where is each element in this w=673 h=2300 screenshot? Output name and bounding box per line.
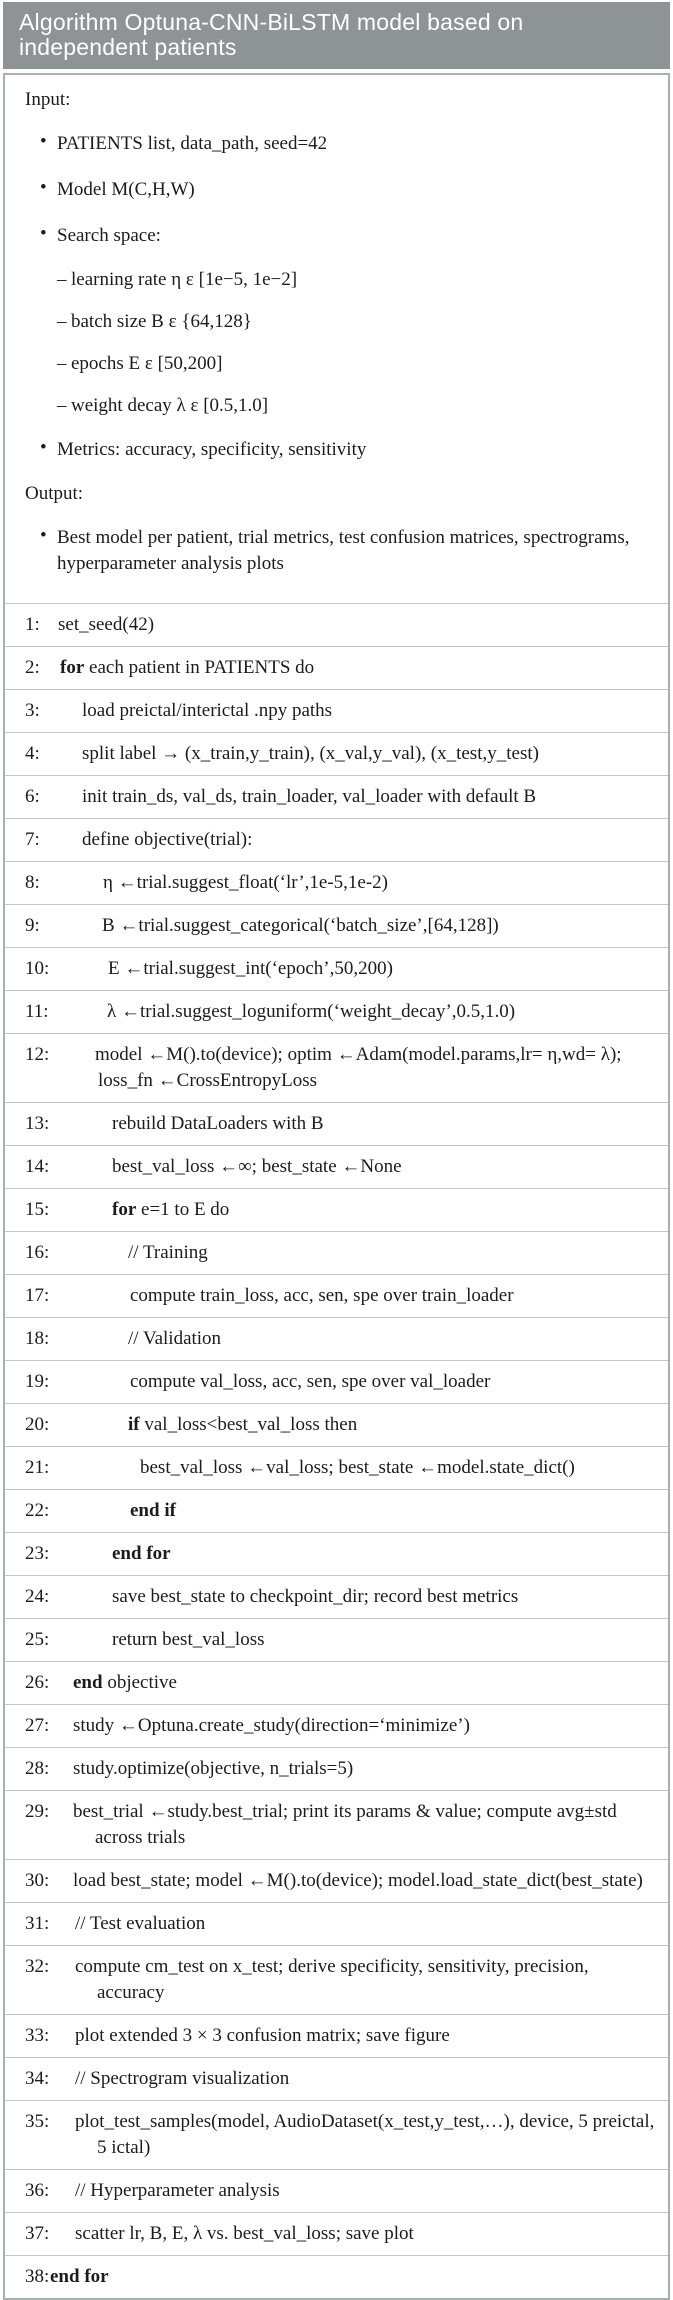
algo-line: [5, 776, 668, 819]
algo-line: [5, 1103, 668, 1146]
line-number: 9:: [25, 915, 40, 936]
bullet-marker: •: [40, 223, 47, 244]
dash-marker: –: [57, 269, 67, 290]
algo-line: [5, 1189, 668, 1232]
algo-line: [5, 2015, 668, 2058]
output-label: Output:: [25, 483, 84, 504]
input-label: Input:: [25, 89, 71, 110]
line-number: 22:: [25, 1500, 50, 1521]
line-text: compute cm_test on x_test; derive specificity, sensitivity, precision, accuracy: [75, 1956, 589, 2003]
algo-line: [5, 1946, 668, 2015]
line-number: 32:: [25, 1956, 50, 1977]
line-text: for each patient in PATIENTS do: [60, 657, 315, 678]
line-number: 15:: [25, 1199, 50, 1220]
algo-line: [5, 2256, 668, 2298]
line-number: 20:: [25, 1414, 50, 1435]
algo-line: [5, 690, 668, 733]
line-text: λ ←trial.suggest_loguniform(‘weight_decay’,0.5,1.0): [107, 1001, 516, 1022]
line-number: 7:: [25, 829, 40, 850]
dash-marker: –: [57, 395, 67, 416]
line-text: study ←Optuna.create_study(direction=‘minimize’): [73, 1715, 470, 1736]
algorithm-body: [3, 73, 670, 2300]
algo-line: [5, 1232, 668, 1275]
line-text: B ←trial.suggest_categorical(‘batch_size’,[64,128]): [102, 915, 499, 936]
input-list: [5, 131, 658, 463]
io-item-text: Best model per patient, trial metrics, test confusion matrices, spectrograms, hyperparameter analysis plots: [57, 527, 630, 574]
dash-marker: –: [57, 311, 67, 332]
dash-marker: –: [57, 353, 67, 374]
algo-line: [5, 1576, 668, 1619]
line-text: // Hyperparameter analysis: [75, 2180, 280, 2201]
algo-line: [5, 2170, 668, 2213]
line-text: plot extended 3 × 3 confusion matrix; save figure: [75, 2025, 450, 2046]
line-number: 16:: [25, 1242, 50, 1263]
algo-line: [5, 2058, 668, 2101]
io-item-text: Search space:: [57, 225, 161, 246]
line-text: load best_state; model ←M().to(device); model.load_state_dict(best_state): [73, 1870, 643, 1891]
line-text: init train_ds, val_ds, train_loader, val_loader with default B: [82, 786, 537, 807]
line-number: 26:: [25, 1672, 50, 1693]
line-number: 14:: [25, 1156, 50, 1177]
algo-line: [5, 1662, 668, 1705]
algo-line: [5, 1860, 668, 1903]
bullet-marker: •: [40, 437, 47, 458]
line-number: 17:: [25, 1285, 50, 1306]
line-number: 12:: [25, 1044, 50, 1065]
line-text: if val_loss<best_val_loss then: [128, 1414, 358, 1435]
bullet-marker: •: [40, 177, 47, 198]
io-item-text: Metrics: accuracy, specificity, sensitivity: [57, 439, 367, 460]
line-number: 27:: [25, 1715, 50, 1736]
io-item-text: batch size B ε {64,128}: [71, 311, 252, 332]
line-number: 34:: [25, 2068, 50, 2089]
line-text: // Spectrogram visualization: [75, 2068, 290, 2089]
io-item: [5, 525, 658, 577]
line-text: study.optimize(objective, n_trials=5): [73, 1758, 354, 1779]
bullet-marker: •: [40, 525, 47, 546]
line-number: 28:: [25, 1758, 50, 1779]
line-text: set_seed(42): [58, 614, 155, 635]
line-text: end if: [130, 1500, 176, 1521]
io-item: [5, 223, 658, 249]
line-text: // Training: [128, 1242, 208, 1263]
algo-line: [5, 1791, 668, 1860]
io-item: [5, 131, 658, 157]
io-section: [5, 75, 668, 603]
algo-line: [5, 733, 668, 776]
line-number: 30:: [25, 1870, 50, 1891]
line-number: 13:: [25, 1113, 50, 1134]
line-number: 24:: [25, 1586, 50, 1607]
line-number: 36:: [25, 2180, 50, 2201]
algo-line: [5, 1748, 668, 1791]
line-number: 21:: [25, 1457, 50, 1478]
line-number: 1:: [25, 614, 40, 635]
algo-line: [5, 1447, 668, 1490]
line-text: end for: [112, 1543, 171, 1564]
line-text: define objective(trial):: [82, 829, 253, 850]
algo-line: [5, 1533, 668, 1576]
io-item: [5, 269, 658, 291]
line-text: save best_state to checkpoint_dir; record best metrics: [112, 1586, 519, 1607]
io-item-text: PATIENTS list, data_path, seed=42: [57, 133, 328, 154]
algo-line: [5, 1318, 668, 1361]
io-item-text: weight decay λ ε [0.5,1.0]: [71, 395, 269, 416]
io-item-text: Model M(C,H,W): [57, 179, 195, 200]
line-text: // Test evaluation: [75, 1913, 206, 1934]
algo-line: [5, 1275, 668, 1318]
line-number: 29:: [25, 1801, 50, 1822]
line-text: plot_test_samples(model, AudioDataset(x_test,y_test,…), device, 5 preictal, 5 ictal): [75, 2111, 655, 2158]
line-number: 35:: [25, 2111, 50, 2132]
io-item: [5, 353, 658, 375]
line-text: best_trial ←study.best_trial; print its params & value; compute avg±std across trials: [73, 1801, 617, 1848]
line-text: E ←trial.suggest_int(‘epoch’,50,200): [108, 958, 393, 979]
line-number: 37:: [25, 2223, 50, 2244]
line-text: for e=1 to E do: [112, 1199, 230, 1220]
line-text: η ←trial.suggest_float(‘lr’,1e-5,1e-2): [103, 872, 388, 893]
algo-line: [5, 604, 668, 647]
line-number: 6:: [25, 786, 40, 807]
line-number: 10:: [25, 958, 50, 979]
algo-line: [5, 1361, 668, 1404]
io-item-text: learning rate η ε [1e−5, 1e−2]: [71, 269, 298, 290]
line-text: model ←M().to(device); optim ←Adam(model.params,lr= η,wd= λ); loss_fn ←CrossEntropyLoss: [95, 1044, 622, 1091]
algo-line: [5, 1034, 668, 1103]
algorithm-table: [3, 2, 670, 2300]
line-text: compute train_loss, acc, sen, spe over train_loader: [130, 1285, 514, 1306]
line-text: end objective: [73, 1672, 177, 1693]
algo-line: [5, 1619, 668, 1662]
algo-line: [5, 2101, 668, 2170]
line-text: end for: [50, 2266, 109, 2287]
line-text: split label → (x_train,y_train), (x_val,y_val), (x_test,y_test): [82, 743, 539, 764]
line-number: 18:: [25, 1328, 50, 1349]
line-text: // Validation: [128, 1328, 222, 1349]
line-number: 4:: [25, 743, 40, 764]
line-number: 38:: [25, 2266, 50, 2287]
algo-line: [5, 1404, 668, 1447]
algorithm-lines: [5, 603, 668, 2298]
line-text: rebuild DataLoaders with B: [112, 1113, 324, 1134]
line-text: return best_val_loss: [112, 1629, 265, 1650]
algo-line: [5, 819, 668, 862]
io-item: [5, 437, 658, 463]
io-item: [5, 311, 658, 333]
algorithm-title: Algorithm Optuna-CNN-BiLSTM model based on independent patients: [3, 2, 670, 69]
line-number: 2:: [25, 657, 40, 678]
line-text: best_val_loss ←val_loss; best_state ←model.state_dict(): [140, 1457, 575, 1478]
algo-line: [5, 905, 668, 948]
line-number: 33:: [25, 2025, 50, 2046]
io-item-text: epochs E ε [50,200]: [71, 353, 223, 374]
algo-line: [5, 1705, 668, 1748]
line-number: 23:: [25, 1543, 50, 1564]
algo-line: [5, 1146, 668, 1189]
line-number: 8:: [25, 872, 40, 893]
line-number: 25:: [25, 1629, 50, 1650]
line-number: 11:: [25, 1001, 49, 1022]
algo-line: [5, 2213, 668, 2256]
line-number: 31:: [25, 1913, 50, 1934]
output-list: [5, 525, 658, 577]
bullet-marker: •: [40, 131, 47, 152]
line-number: 3:: [25, 700, 40, 721]
io-item: [5, 177, 658, 203]
algo-line: [5, 1490, 668, 1533]
line-text: compute val_loss, acc, sen, spe over val_loader: [130, 1371, 491, 1392]
line-text: best_val_loss ←∞; best_state ←None: [112, 1156, 402, 1177]
line-text: load preictal/interictal .npy paths: [82, 700, 333, 721]
algo-line: [5, 948, 668, 991]
line-number: 19:: [25, 1371, 50, 1392]
algo-line: [5, 862, 668, 905]
line-text: scatter lr, B, E, λ vs. best_val_loss; save plot: [75, 2223, 414, 2244]
io-item: [5, 395, 658, 417]
algo-line: [5, 991, 668, 1034]
algo-line: [5, 1903, 668, 1946]
algo-line: [5, 647, 668, 690]
